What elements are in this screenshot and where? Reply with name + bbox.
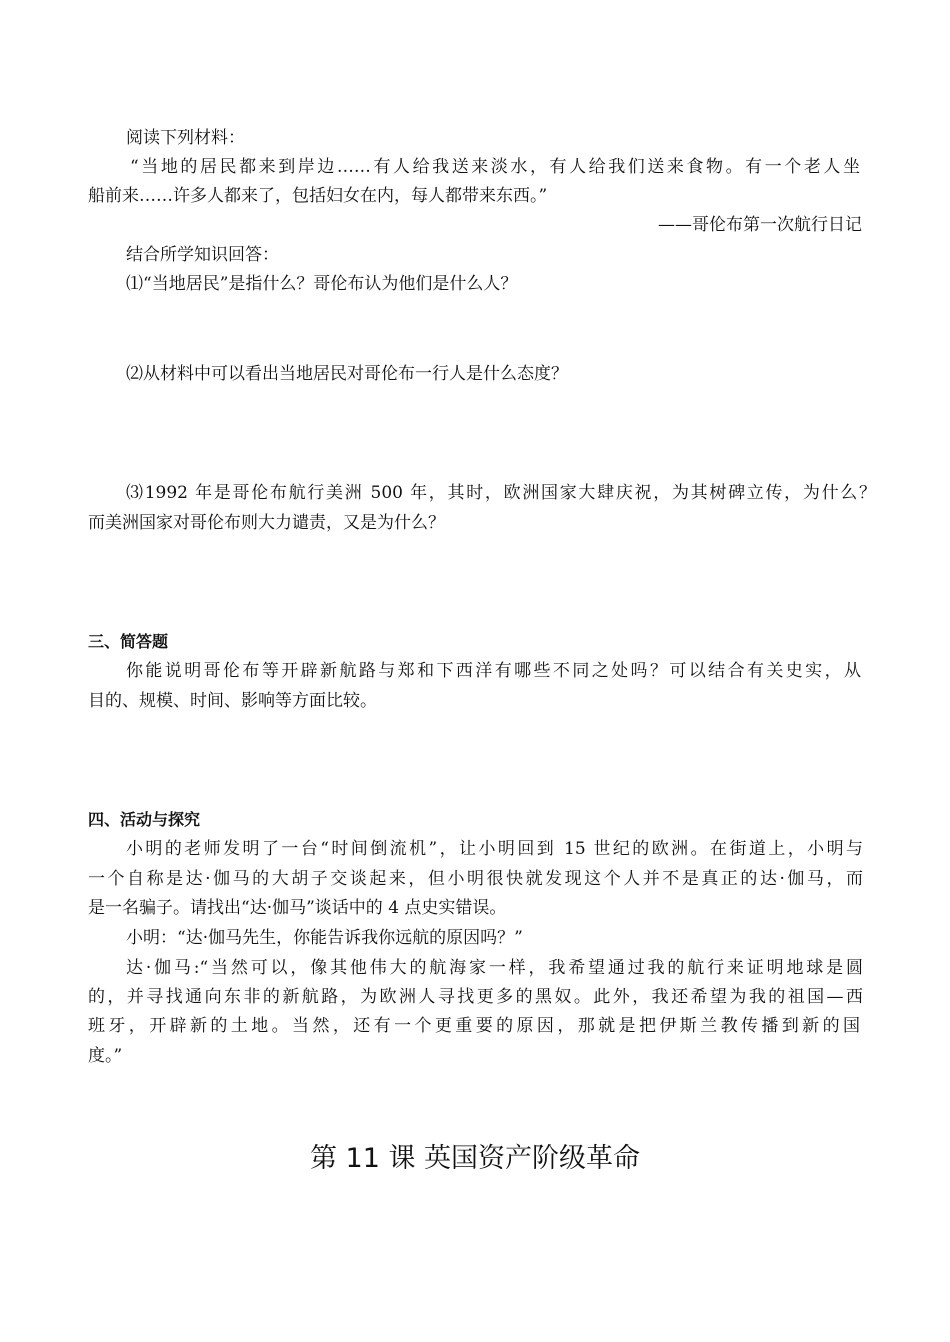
- dialogue-xiaoming: 小明：“达·伽马先生，你能告诉我你远航的原因吗？”: [126, 928, 523, 948]
- dialogue-dagama-line-1: 达·伽马:“当然可以，像其他伟大的航海家一样，我希望通过我的航行来证明地球是圆: [126, 958, 863, 978]
- dialogue-dagama-line-4: 度。”: [88, 1046, 123, 1066]
- section-3-line-1: 你能说明哥伦布等开辟新航路与郑和下西洋有哪些不同之处吗？可以结合有关史实，从: [126, 661, 861, 681]
- dialogue-dagama-line-3: 班牙，开辟新的土地。当然，还有一个更重要的原因，那就是把伊斯兰教传播到新的国: [88, 1016, 860, 1036]
- lesson-title: 第 11 课 英国资产阶级革命: [309, 1143, 641, 1174]
- section-4-heading: 四、活动与探究: [88, 810, 201, 829]
- section-4-line-3: 是一名骗子。请找出“达·伽马”谈话中的 4 点史实错误。: [88, 898, 507, 918]
- section-3-line-2: 目的、规模、时间、影响等方面比较。: [88, 691, 377, 711]
- question-3-line-2: 而美洲国家对哥伦布则大力谴责，又是为什么？: [88, 513, 445, 533]
- quote-line-2: 船前来……许多人都来了，包括妇女在内，每人都带来东西。”: [88, 186, 548, 206]
- section-4-line-1: 小明的老师发明了一台“时间倒流机”，让小明回到 15 世纪的欧洲。在街道上，小明与: [126, 839, 863, 859]
- question-2: ⑵从材料中可以看出当地居民对哥伦布一行人是什么态度？: [126, 364, 568, 384]
- quote-line-1: “当地的居民都来到岸边……有人给我送来淡水，有人给我们送来食物。有一个老人坐: [130, 157, 860, 177]
- quote-source: ——哥伦布第一次航行日记: [658, 215, 862, 235]
- section-3-heading: 三、简答题: [88, 632, 169, 651]
- answer-prompt: 结合所学知识回答：: [126, 245, 279, 265]
- dialogue-dagama-line-2: 的，并寻找通向东非的新航路，为欧洲人寻找更多的黑奴。此外，我还希望为我的祖国—西: [88, 987, 863, 1007]
- section-4-line-2: 一个自称是达·伽马的大胡子交谈起来，但小明很快就发现这个人并不是真正的达·伽马，而: [88, 869, 863, 889]
- question-1: ⑴“当地居民”是指什么？哥伦布认为他们是什么人？: [126, 274, 518, 294]
- question-3-line-1: ⑶1992 年是哥伦布航行美洲 500 年，其时，欧洲国家大肆庆祝，为其树碑立传，为什么？: [126, 483, 876, 503]
- reading-intro: 阅读下列材料：: [126, 128, 245, 148]
